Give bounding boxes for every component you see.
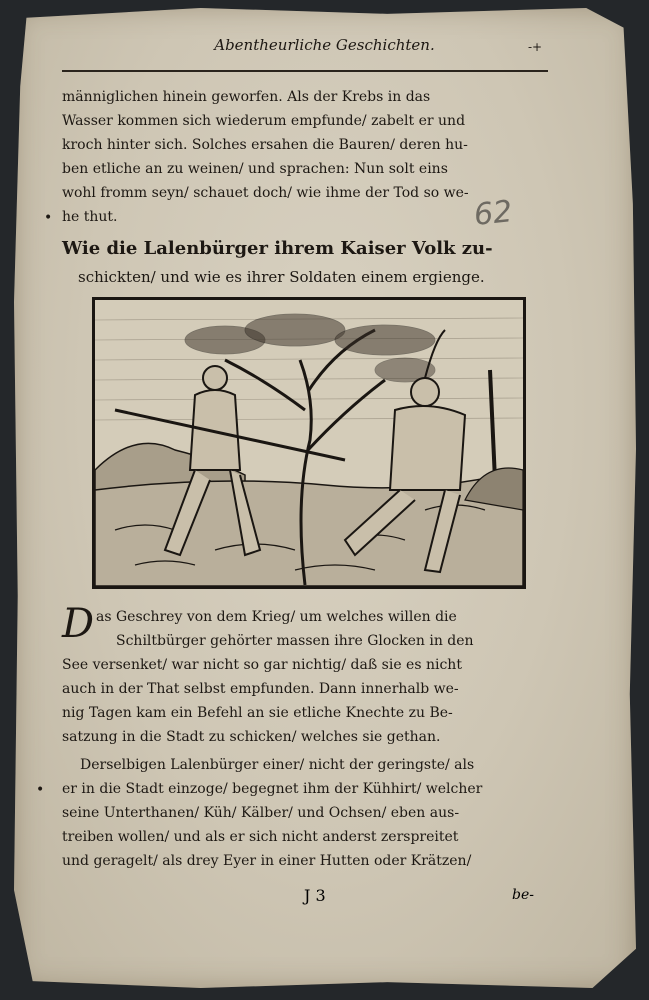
text-line: satzung in die Stadt zu schicken/ welches sie gethan. xyxy=(62,729,441,745)
text-line: See versenket/ war nicht so gar nichtig/ daß sie es nicht xyxy=(62,657,462,673)
text-line: Wasser kommen sich wiederum empfunde/ zabelt er und xyxy=(62,113,466,129)
text-line: Schiltbürger gehörter massen ihre Glocken in den xyxy=(116,633,474,649)
margin-bullet: • xyxy=(44,210,53,226)
text-line: seine Unterthanen/ Küh/ Kälber/ und Ochsen/ eben aus- xyxy=(62,805,460,821)
text-line: ben etliche an zu weinen/ und sprachen: Nun solt eins xyxy=(62,161,448,177)
text-line: Derselbigen Lalenbürger einer/ nicht der geringste/ als xyxy=(80,757,475,773)
woodcut-illustration xyxy=(92,297,526,589)
text-line: wohl fromm seyn/ schauet doch/ wie ihme der Tod so we- xyxy=(62,185,469,201)
text-line: auch in der That selbst empfunden. Dann innerhalb we- xyxy=(62,681,459,697)
running-title: Abentheurliche Geschichten. xyxy=(214,36,435,54)
pencil-annotation: 62 xyxy=(472,194,514,233)
text-line: und geragelt/ als drey Eyer in einer Hutten oder Krätzen/ xyxy=(62,853,472,869)
text-line: nig Tagen kam ein Befehl an sie etliche Knechte zu Be- xyxy=(62,705,453,721)
chapter-heading-line2: schickten/ und wie es ihrer Soldaten einem ergienge. xyxy=(78,268,485,286)
catchword: be- xyxy=(512,887,534,903)
header-rule xyxy=(62,70,548,72)
margin-bullet: • xyxy=(36,782,45,798)
signature-mark: J 3 xyxy=(304,886,326,905)
text-line: er in die Stadt einzoge/ begegnet ihm der Kühhirt/ welcher xyxy=(62,781,483,797)
drop-cap: D xyxy=(62,601,95,647)
text-line: treiben wollen/ und als er sich nicht anderst zerspreitet xyxy=(62,829,459,845)
text-line: as Geschrey von dem Krieg/ um welches willen die xyxy=(96,609,457,625)
text-line: he thut. xyxy=(62,209,118,225)
woodcut-drawing xyxy=(95,300,523,586)
chapter-heading-line1: Wie die Lalenbürger ihrem Kaiser Volk zu- xyxy=(62,238,493,259)
page-mark: -+ xyxy=(528,40,543,54)
text-line: kroch hinter sich. Solches ersahen die Bauren/ deren hu- xyxy=(62,137,468,153)
text-line: männiglichen hinein geworfen. Als der Krebs in das xyxy=(62,89,431,105)
